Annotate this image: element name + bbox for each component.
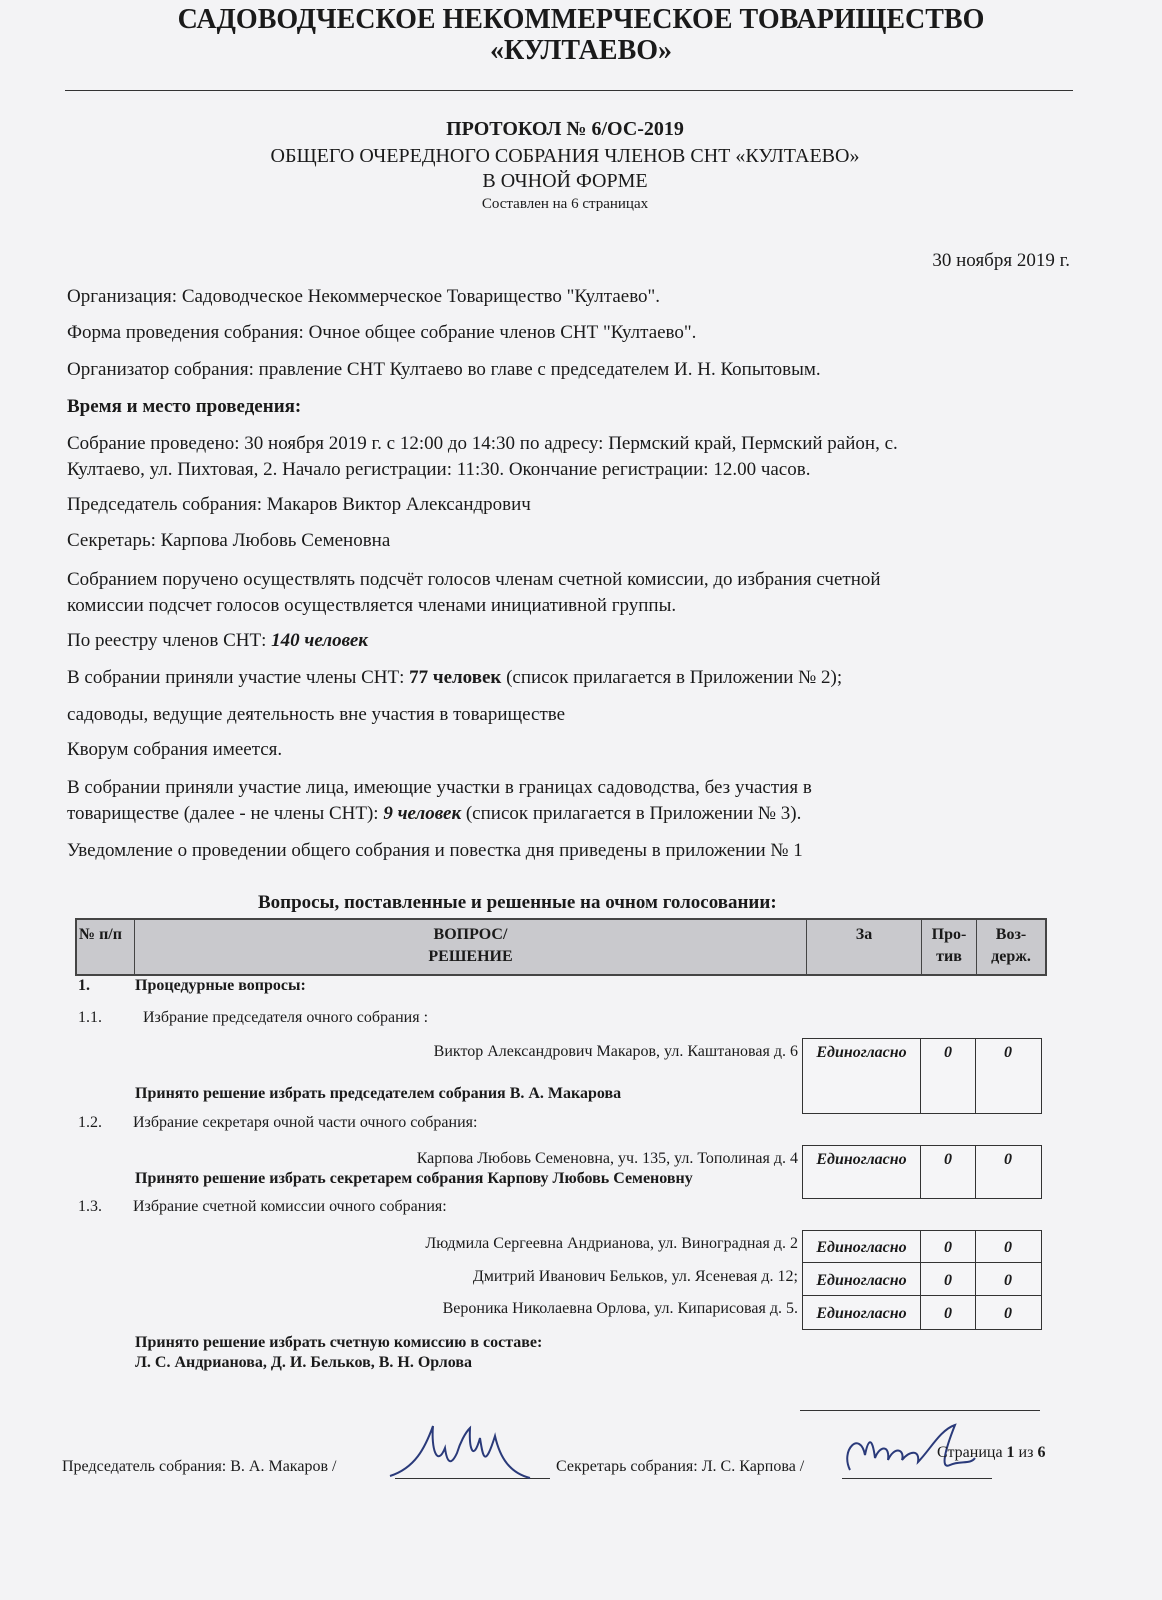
q13-against bbox=[921, 1231, 976, 1329]
participants-note: (список прилагается в Приложении № 2); bbox=[501, 667, 843, 688]
held-line1: Собрание проведено: 30 ноября 2019 г. с 12:00 до 14:30 по адресу: Пермский край, Пермский район, с. bbox=[67, 433, 898, 454]
organizer: Организатор собрания: правление СНТ Култаево во главе с председателем И. Н. Копытовым. bbox=[67, 359, 821, 380]
header-num: № п/п bbox=[77, 920, 135, 974]
chairman-signature-label: Председатель собрания: В. А. Макаров / bbox=[62, 1458, 337, 1475]
nonmembers-note: (список прилагается в Приложении № 3). bbox=[461, 803, 802, 824]
organization: Организация: Садоводческое Некоммерческое Товарищество "Култаево". bbox=[67, 286, 661, 307]
table-header bbox=[75, 918, 1047, 976]
q11-against: 0 bbox=[921, 1039, 976, 1113]
header-abstain bbox=[977, 920, 1045, 974]
gardeners: садоводы, ведущие деятельность вне участия в товариществе bbox=[67, 704, 566, 725]
footer-line bbox=[800, 1410, 1040, 1411]
q13-against-3: 0 bbox=[944, 1305, 952, 1322]
q13-abstain-3: 0 bbox=[1004, 1305, 1012, 1322]
q13-against-1: 0 bbox=[944, 1239, 952, 1256]
page-indicator bbox=[937, 1444, 1045, 1462]
q12-candidate: Карпова Любовь Семеновна, уч. 135, ул. Тополиная д. 4 bbox=[416, 1150, 798, 1167]
section1-num: 1. bbox=[78, 977, 90, 994]
page-of: из bbox=[1014, 1444, 1038, 1461]
q13-vote-box bbox=[802, 1230, 1042, 1330]
q13-candidate: Дмитрий Иванович Бельков, ул. Ясеневая д. 12; bbox=[472, 1268, 798, 1285]
q11-title: Избрание председателя очного собрания : bbox=[143, 1009, 429, 1026]
protocol-subtitle: ОБЩЕГО ОЧЕРЕДНОГО СОБРАНИЯ ЧЛЕНОВ СНТ «КУЛТАЕВО» bbox=[270, 145, 860, 167]
protocol-form: В ОЧНОЙ ФОРМЕ bbox=[482, 170, 648, 192]
q13-candidate: Вероника Николаевна Орлова, ул. Кипарисовая д. 5. bbox=[442, 1300, 798, 1317]
protocol-title: ПРОТОКОЛ № 6/ОС-2019 bbox=[446, 118, 684, 140]
nonmembers-value: 9 человек bbox=[383, 803, 462, 824]
notice: Уведомление о проведении общего собрания и повестка дня приведены в приложении № 1 bbox=[67, 840, 803, 861]
q11-candidate: Виктор Александрович Макаров, ул. Каштановая д. 6 bbox=[433, 1043, 798, 1060]
table-caption: Вопросы, поставленные и решенные на очном голосовании: bbox=[258, 892, 777, 913]
chairman: Председатель собрания: Макаров Виктор Александрович bbox=[67, 494, 531, 515]
page-label: Страница bbox=[937, 1444, 1007, 1461]
header-abstain-line2: держ. bbox=[991, 948, 1031, 965]
nonmembers-line1: В собрании приняли участие лица, имеющие участки в границах садоводства, без участия в bbox=[67, 777, 812, 798]
registry-label: По реестру членов СНТ: bbox=[67, 630, 272, 651]
q11-num: 1.1. bbox=[78, 1009, 102, 1026]
protocol-date: 30 ноября 2019 г. bbox=[932, 250, 1070, 271]
page-total: 6 bbox=[1037, 1444, 1046, 1461]
section1-title: Процедурные вопросы: bbox=[135, 977, 306, 994]
header-against bbox=[922, 920, 977, 974]
q12-vote-box bbox=[802, 1145, 1042, 1199]
participants-label: В собрании приняли участие члены СНТ: bbox=[67, 667, 410, 688]
secretary-signature-label: Секретарь собрания: Л. С. Карпова / bbox=[556, 1458, 805, 1475]
q12-decision: Принято решение избрать секретарем собрания Карпову Любовь Семеновну bbox=[135, 1170, 693, 1187]
count-line1: Собранием поручено осуществлять подсчёт голосов членам счетной комиссии, до избрания счетной bbox=[67, 569, 881, 590]
held-line2: Култаево, ул. Пихтовая, 2. Начало регистрации: 11:30. Окончание регистрации: 12.00 часов. bbox=[67, 459, 811, 480]
q13-abstain bbox=[976, 1231, 1040, 1329]
q12-num: 1.2. bbox=[78, 1114, 102, 1131]
secretary: Секретарь: Карпова Любовь Семеновна bbox=[67, 530, 391, 551]
q13-for-2: Единогласно bbox=[816, 1272, 907, 1289]
participants bbox=[67, 667, 842, 689]
q13-for-1: Единогласно bbox=[816, 1239, 907, 1256]
q11-for: Единогласно bbox=[803, 1039, 921, 1113]
q13-for-3: Единогласно bbox=[816, 1305, 907, 1322]
q13-decision: Принято решение избрать счетную комиссию в составе: bbox=[135, 1334, 543, 1351]
q12-abstain: 0 bbox=[1004, 1151, 1012, 1168]
nonmembers-line2 bbox=[67, 803, 801, 825]
q13-abstain-2: 0 bbox=[1004, 1272, 1012, 1289]
q13-against-2: 0 bbox=[944, 1272, 952, 1289]
count-line2: комиссии подсчет голосов осуществляется членами инициативной группы. bbox=[67, 595, 677, 616]
q12-for: Единогласно bbox=[803, 1146, 921, 1198]
header-against-line2: тив bbox=[936, 948, 962, 965]
q13-candidate: Людмила Сергеевна Андрианова, ул. Виноградная д. 2 bbox=[425, 1235, 798, 1252]
divider bbox=[65, 90, 1073, 91]
registry-value: 140 человек bbox=[271, 630, 368, 651]
q13-num: 1.3. bbox=[78, 1198, 102, 1215]
q11-decision: Принято решение избрать председателем собрания В. А. Макарова bbox=[135, 1085, 622, 1102]
page-number: 1 bbox=[1006, 1444, 1015, 1461]
nonmembers-label: товариществе (далее - не члены СНТ): bbox=[67, 803, 384, 824]
q12-against: 0 bbox=[921, 1146, 976, 1198]
pages-note: Составлен на 6 страницах bbox=[481, 196, 649, 212]
header-abstain-line1: Воз- bbox=[995, 926, 1027, 943]
participants-value: 77 человек bbox=[409, 667, 502, 688]
q13-abstain-1: 0 bbox=[1004, 1239, 1012, 1256]
org-title-line1: САДОВОДЧЕСКОЕ НЕКОММЕРЧЕСКОЕ ТОВАРИЩЕСТВО bbox=[177, 4, 985, 35]
header-question bbox=[135, 920, 807, 974]
q13-decision-members: Л. С. Андрианова, Д. И. Бельков, В. Н. Орлова bbox=[135, 1354, 473, 1371]
registry bbox=[67, 630, 368, 652]
q13-for bbox=[803, 1231, 921, 1329]
header-question-line1: ВОПРОС/ bbox=[433, 926, 508, 943]
q11-abstain: 0 bbox=[1004, 1044, 1012, 1061]
time-place-heading: Время и место проведения: bbox=[67, 396, 302, 417]
q11-vote-box bbox=[802, 1038, 1042, 1114]
header-question-line2: РЕШЕНИЕ bbox=[428, 948, 513, 965]
meeting-form: Форма проведения собрания: Очное общее собрание членов СНТ "Култаево". bbox=[67, 322, 697, 343]
q13-title: Избрание счетной комиссии очного собрания: bbox=[133, 1198, 447, 1215]
header-against-line1: Про- bbox=[931, 926, 967, 943]
q12-title: Избрание секретаря очной части очного собрания: bbox=[133, 1114, 478, 1131]
org-title-line2: «КУЛТАЕВО» bbox=[489, 35, 673, 66]
quorum: Кворум собрания имеется. bbox=[67, 739, 283, 760]
header-for: За bbox=[807, 920, 922, 974]
chairman-signature bbox=[385, 1418, 545, 1483]
